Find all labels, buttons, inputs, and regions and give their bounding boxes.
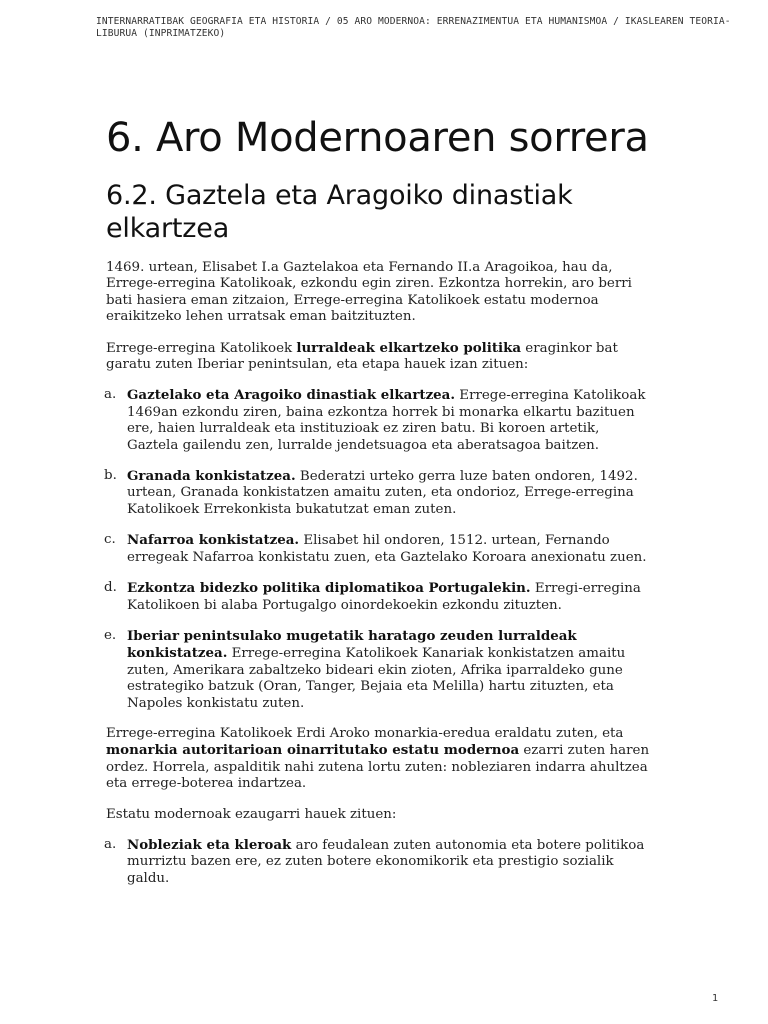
- list-item: [106, 468, 654, 518]
- stages-list: [106, 387, 654, 712]
- page-number: 1: [711, 993, 718, 1004]
- policy-text-start: Errege-erregina Katolikoek: [106, 340, 297, 356]
- list-item-text: Errege-erregina Katolikoak 1469an ezkondu ziren, baina ezkontza horrek bi monarka elkartu bazituen ere, haien lurraldeak eta instituzioak ez ziren batu. Bi koroen artetik, Gaztela gailendu zen, lurralde jendetsuagoa eta aberatsagoa baitzen.: [127, 388, 646, 453]
- intro-paragraph: 1469. urtean, Elisabet I.a Gaztelakoa eta Fernando II.a Aragoikoa, hau da, Errege-erregina Katolikoak, ezkondu egin ziren. Ezkontza horrekin, aro berri bati hasiera eman zitzaion, Errege-erregina Katolikoek estatu modernoa eraikitzeko lehen urratsak eman baitzituzten.: [106, 260, 632, 325]
- modern-state-paragraph: [106, 726, 654, 793]
- list-item-title: Granada konkistatzea.: [127, 468, 296, 485]
- body-text: [106, 260, 654, 887]
- policy-paragraph: [106, 340, 654, 374]
- list-item-text: Bederatzi urteko gerra luze baten ondoren, 1492. urtean, Granada konkistatzen amaitu zuten, eta ondorioz, Errege-erregina Katolikoek Errekonkista bukatutzat eman zuten.: [127, 469, 638, 517]
- modern-state-text-start: Errege-erregina Katolikoek Erdi Aroko monarkia-eredua eraldatu zuten, eta: [106, 725, 624, 741]
- list-item-title: Iberiar penintsulako mugetatik haratago zeuden lurraldeak konkistatzea.: [127, 627, 577, 662]
- list-item-title: Ezkontza bidezko politika diplomatikoa Portugalekin.: [127, 580, 531, 597]
- list-item-text: Errege-erregina Katolikoek Kanariak konkistatzen amaitu zuten, Amerikara zabaltzeko bideari ekin zioten, Afrika iparraldeko gune estrategiko batzuk (Oran, Tanger, Bejaia eta Melilla) hartu zituzten, eta Napoles konkistatu zuten.: [127, 646, 626, 711]
- list-item: [106, 580, 654, 614]
- list-item: [106, 532, 654, 566]
- list-item-text: Elisabet hil ondoren, 1512. urtean, Fernando erregeak Nafarroa konkistatu zuen, eta Gaztelako Koroara anexionatu zuen.: [127, 533, 647, 565]
- policy-text-end: eraginkor bat garatu zuten Iberiar penintsulan, eta etapa hauek izan zituen:: [106, 340, 618, 373]
- list-item: [106, 837, 654, 887]
- policy-bold-term: lurraldeak elkartzeko politika: [296, 339, 522, 356]
- running-header: INTERNARRATIBAK GEOGRAFIA ETA HISTORIA / 05 ARO MODERNOA: ERRENAZIMENTUA ETA HUMANISMOA / IKASLEAREN TEORIA-LIBURUA (INPRIMATZEKO): [96, 16, 731, 39]
- list-marker: d.: [104, 580, 117, 596]
- list-item: [106, 628, 654, 712]
- list-item-text: Erregi-erregina Katolikoen bi alaba Portugalgo oinordekoekin ezkondu zituzten.: [127, 581, 641, 613]
- list-marker: a.: [104, 387, 117, 403]
- list-item-title: Nafarroa konkistatzea.: [127, 532, 300, 549]
- section-title: 6.2. Gaztela eta Aragoiko dinastiak elkartzea: [106, 180, 573, 244]
- list-marker: a.: [104, 836, 117, 852]
- page-content: [106, 116, 654, 887]
- list-marker: c.: [104, 532, 116, 548]
- list-marker: e.: [104, 627, 117, 643]
- list-item-text: aro feudalean zuten autonomia eta botere politikoa murriztu bazen ere, ez zuten botere ekonomikorik eta prestigio sozialik galdu.: [127, 837, 645, 886]
- features-list: [106, 837, 654, 887]
- modern-state-text-end: ezarri zuten haren ordez. Horrela, aspalditik nahi zutena lortu zuten: nobleziaren indarra ahultzea eta errege-boterea indartzea.: [106, 743, 650, 792]
- list-item-title: Gaztelako eta Aragoiko dinastiak elkartzea.: [127, 387, 456, 404]
- features-intro-paragraph: Estatu modernoak ezaugarri hauek zituen:: [106, 806, 397, 822]
- list-item-title: Nobleziak eta kleroak: [127, 836, 292, 853]
- list-marker: b.: [104, 468, 117, 484]
- modern-state-bold-term: monarkia autoritarioan oinarritutako estatu modernoa: [106, 742, 520, 759]
- list-item: [106, 387, 654, 454]
- chapter-title: 6. Aro Modernoaren sorrera: [106, 115, 649, 161]
